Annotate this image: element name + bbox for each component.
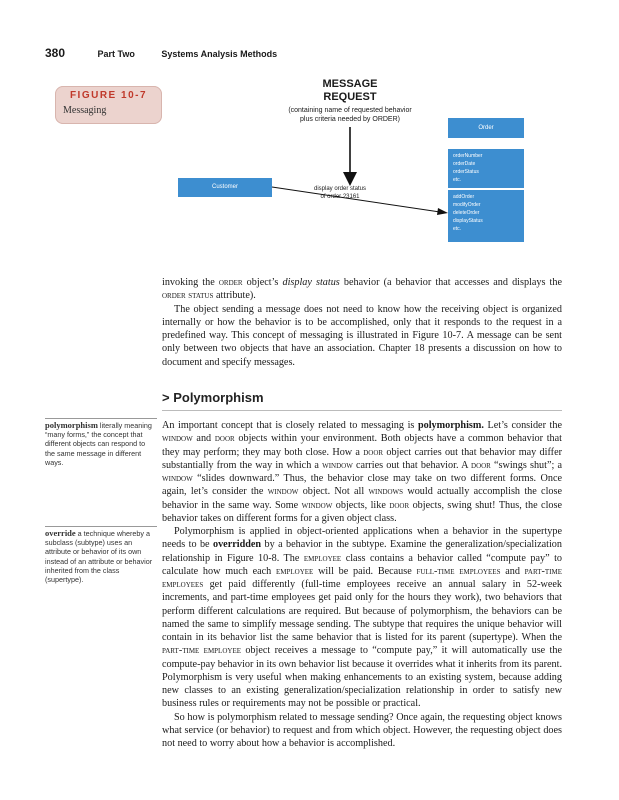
customer-object: Customer [178, 178, 272, 197]
paragraph: An important concept that is closely related to messaging is polymorphism. Let’s consider the window and door objects within your environment. Both objects have a common behavior that they may perform; they may both close. How a door object carries out that behavior may differ substantially from the way in which a window carries out that behavior. A door “swings shut”; a window “slides downward.” Thus, the behavior close may take on two different forms. Once again, let’s consider the window object. Not all windows would actually accomplish the close behavior in the same way. Some window objects, like door objects, swing shut! Thus, the close behavior takes on different forms for a given object class. [162, 420, 563, 524]
page-number: 380 [45, 46, 66, 60]
down-arrow-head [343, 172, 357, 186]
connector-label: display order status of order 23161 [313, 186, 367, 200]
paragraph: So how is polymorphism related to message sending? Once again, the requesting object knows what service (or behavior) to request and from which object. However, the requesting object does not need to worry about how a behavior is accomplished. [162, 711, 562, 749]
figure-number: FIGURE 10-7 [69, 90, 148, 101]
figure-caption: Messaging [63, 105, 107, 116]
sidebar-divider [45, 526, 157, 527]
connector-arrow-head [437, 208, 448, 215]
section-divider [162, 410, 562, 411]
part-label: Part Two [97, 49, 135, 59]
paragraph: The object sending a message does not need to know how the receiving object is organized internally or how the behavior is to be accomplished, only that it responds to the request in a predefined way. This concept of messaging is illustrated in Figure 10-7. A message can be sent only between two objects that have an association. Chapter 18 presents a discussion on how to document and specify messages. [162, 303, 562, 368]
definition-override: override a technique whereby a subclass (subtype) uses an attribute or behavior of its own instead of an attribute or behavior inherited from the class (supertype). [45, 528, 153, 585]
paragraph: Polymorphism is applied in object-oriented applications when a behavior in the supertype needs to be overridden by a behavior in the subtype. Examine the generalization/specialization relationship in Figure 10-8. The employee class contains a behavior called “compute pay” to calculate how much each employee will be paid. Because full-time employees and part-time employees get paid differently (full-time employees receive an annual salary in 52-week increments, and part-time employees get paid only for the hours they work), two behaviors that perform different calculations are required. But because of polymorphism, the behaviors can be named the same to simplify message sending. The subtype that requires the unique behavior will contain in its behavior list the same behavior that is listed for its parent (supertype). When the part-time employee object receives a message to “compute pay,” it will automatically use the compute-pay behavior in its own behavior list because it overrides what it inherits from its parent. Polymorphism is very useful when making enhancements to an existing system, because adding new classes to an existing generalization/specialization relationship in order to satisfy new business rules or requirements may not be possible or practical. [162, 526, 562, 710]
sidebar-divider [45, 418, 157, 419]
order-behaviors: addOrder modifyOrder deleteOrder displayStatus etc. [448, 190, 524, 242]
message-request-subtitle: (containing name of requested behavior plus criteria needed by ORDER) [288, 107, 412, 123]
section-heading: > Polymorphism [162, 390, 264, 405]
polymorphism-paragraphs [162, 419, 562, 750]
order-attributes: orderNumber orderDate orderStatus etc. [448, 149, 524, 189]
paragraph: invoking the order object’s display status behavior (a behavior that accesses and displays the order status attribute). [162, 277, 563, 302]
intro-paragraphs [162, 276, 562, 369]
section-label: Systems Analysis Methods [161, 49, 278, 59]
order-class-name: Order [448, 118, 524, 138]
definition-polymorphism: polymorphism literally meaning “many forms,” the concept that different objects can respond to the same message in different ways. [45, 420, 152, 467]
message-request-title: MESSAGE REQUEST [322, 78, 378, 103]
